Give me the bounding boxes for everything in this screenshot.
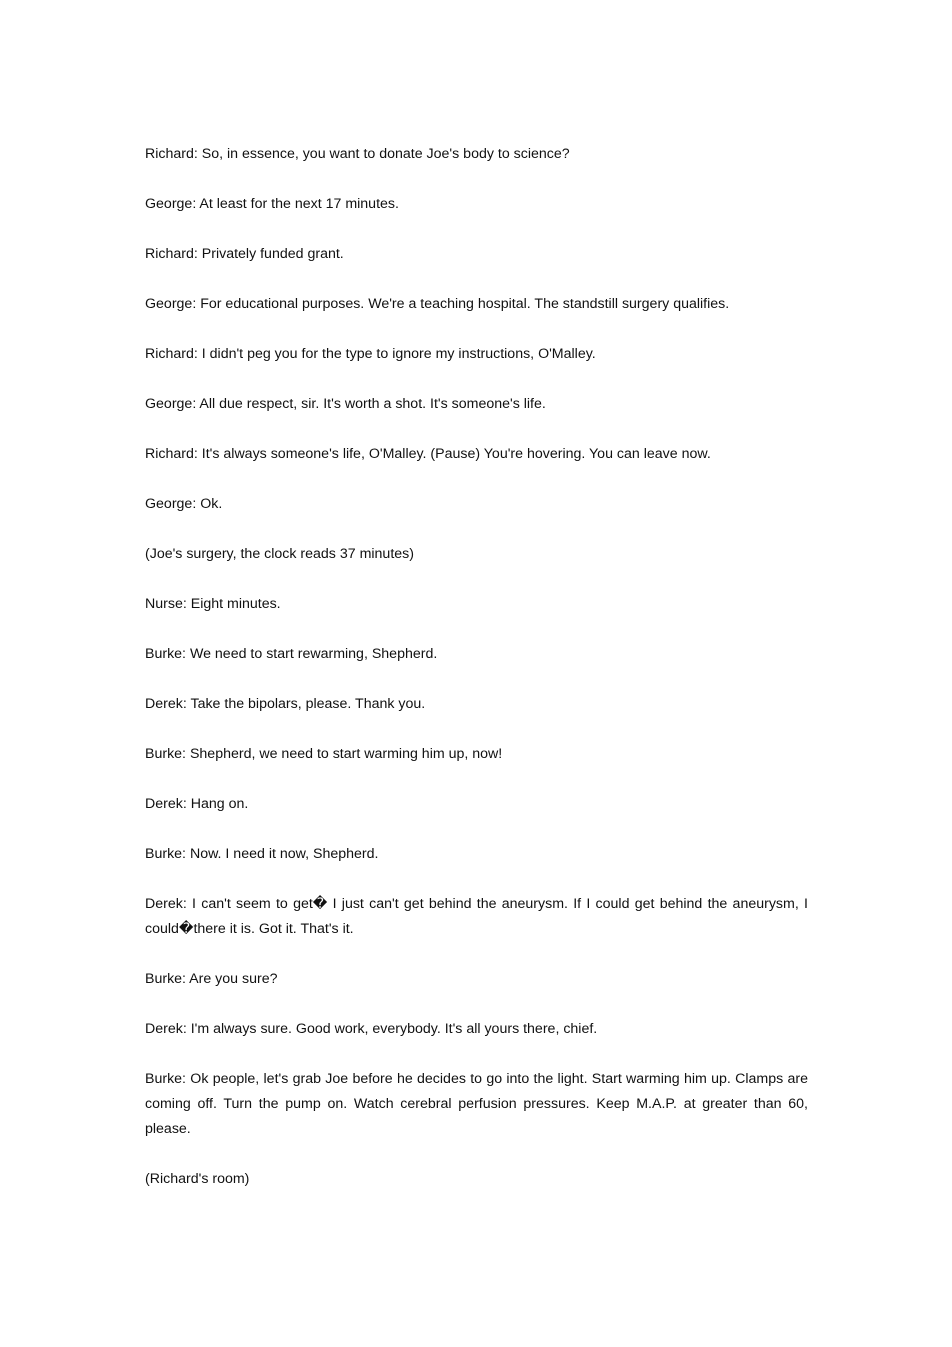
transcript-line: Burke: We need to start rewarming, Shepherd. — [145, 646, 438, 662]
transcript-line: Richard: So, in essence, you want to donate Joe's body to science? — [145, 146, 570, 162]
transcript-line: Nurse: Eight minutes. — [145, 596, 281, 612]
transcript-line: Derek: I can't seem to get� I just can't get behind the aneurysm. If I could get behind the aneurysm, I could�there it is. Got it. That's it. — [145, 896, 808, 937]
transcript-line: Burke: Now. I need it now, Shepherd. — [145, 846, 379, 862]
transcript-line: Richard: I didn't peg you for the type to ignore my instructions, O'Malley. — [145, 346, 596, 362]
transcript-line: Richard: It's always someone's life, O'Malley. (Pause) You're hovering. You can leave now. — [145, 446, 711, 462]
transcript-line: Burke: Shepherd, we need to start warming him up, now! — [145, 746, 503, 762]
transcript-line: Burke: Ok people, let's grab Joe before he decides to go into the light. Start warming him up. Clamps are coming off. Turn the pump on. Watch cerebral perfusion pressures. Keep M.A.P. at greater than 60, please. — [145, 1071, 808, 1137]
transcript-line: George: Ok. — [145, 496, 223, 512]
transcript-body — [145, 142, 808, 1192]
transcript-line: Derek: Hang on. — [145, 796, 249, 812]
transcript-line: Derek: Take the bipolars, please. Thank you. — [145, 696, 426, 712]
transcript-line: George: For educational purposes. We're a teaching hospital. The standstill surgery qualifies. — [145, 296, 730, 312]
transcript-line: George: All due respect, sir. It's worth a shot. It's someone's life. — [145, 396, 546, 412]
transcript-line: George: At least for the next 17 minutes. — [145, 196, 399, 212]
scene-direction: (Richard's room) — [145, 1171, 250, 1187]
transcript-line: Burke: Are you sure? — [145, 971, 278, 987]
transcript-line: Derek: I'm always sure. Good work, everybody. It's all yours there, chief. — [145, 1021, 598, 1037]
transcript-line: Richard: Privately funded grant. — [145, 246, 344, 262]
scene-direction: (Joe's surgery, the clock reads 37 minutes) — [145, 546, 414, 562]
